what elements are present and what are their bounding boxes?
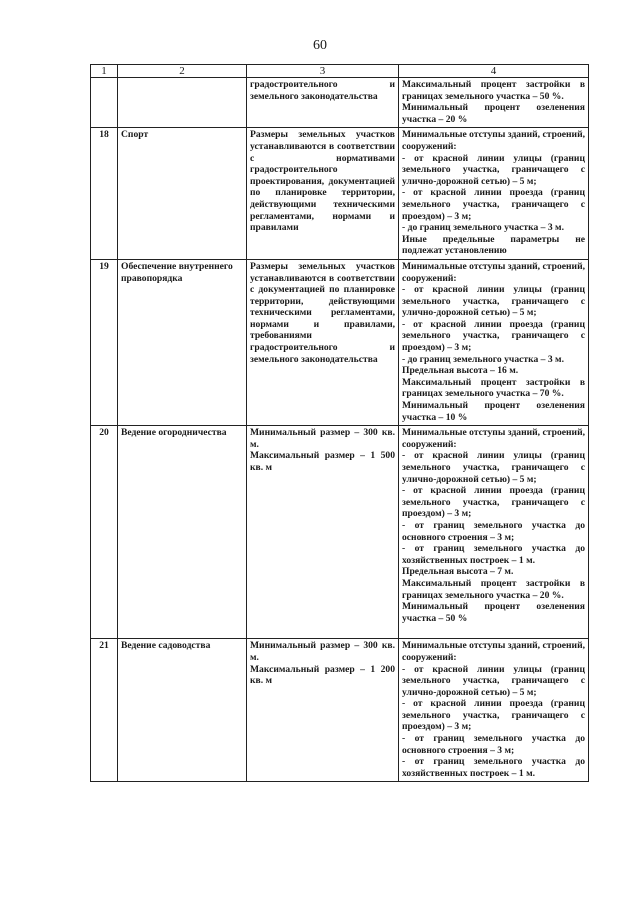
parameter-line: - от красной линии улицы (границ земельного участка, граничащего с улично-дорожной сетью) – 5 м; xyxy=(402,663,585,698)
cell-spacer xyxy=(402,624,585,636)
lot-size-cell: градостроительного и земельного законодательства xyxy=(247,78,399,128)
parameter-line: - от красной линии проезда (границ земельного участка, граничащего с проездом) – 3 м; xyxy=(402,187,585,222)
parameter-line: Минимальный процент озеленения участка – 20 % xyxy=(402,102,585,125)
parameters-cell xyxy=(399,639,589,782)
parameter-line: - от границ земельного участка до хозяйственных построек – 1 м. xyxy=(402,756,585,779)
parameters-cell xyxy=(399,128,589,260)
lot-size-cell: Размеры земельных участков устанавливаются в соответствии с нормативами градостроительного проектирования, документацией по планировке территории, действующими техническими регламентами, нормами и правилами xyxy=(247,128,399,260)
row-name: Ведение огородничества xyxy=(118,426,247,639)
page-number: 60 xyxy=(313,38,327,53)
row-name: Обеспечение внутреннего правопорядка xyxy=(118,259,247,425)
parameter-line: Предельная высота – 7 м. xyxy=(402,566,514,578)
row-number: 19 xyxy=(91,259,118,425)
table-row xyxy=(91,426,589,639)
row-number: 18 xyxy=(91,128,118,260)
parameters-cell xyxy=(399,426,589,639)
row-name: Ведение садоводства xyxy=(118,639,247,782)
parameter-line: - от границ земельного участка до основного строения – 3 м; xyxy=(402,519,585,543)
column-header: 2 xyxy=(118,65,247,78)
row-number: 21 xyxy=(91,639,118,782)
parameter-line: - до границ земельного участка – 3 м. xyxy=(402,353,564,365)
lot-size-line: Максимальный размер – 1 500 кв. м xyxy=(250,450,395,473)
parameter-line: - от красной линии улицы (границ земельного участка, граничащего с улично-дорожной сетью) – 5 м; xyxy=(402,284,585,319)
row-number xyxy=(91,78,118,128)
parameter-line: - от границ земельного участка до основного строения – 3 м; xyxy=(402,733,585,756)
lot-size-cell: Размеры земельных участков устанавливаются в соответствии с документацией по планировке территории, действующими техническими регламентами, нормами и правилами, требованиями градостроительного и земельного законодательства xyxy=(247,259,399,425)
parameters-cell xyxy=(399,78,589,128)
parameter-line: - от границ земельного участка до хозяйственных построек – 1 м. xyxy=(402,543,585,566)
parameter-line: Предельная высота – 16 м. xyxy=(402,365,519,377)
parameter-line: Минимальные отступы зданий, строений, сооружений: xyxy=(402,640,585,663)
regulations-table xyxy=(90,64,589,782)
parameter-line: - от красной линии улицы (границ земельного участка, граничащего с улично-дорожной сетью) – 5 м; xyxy=(402,152,585,187)
parameters-cell xyxy=(399,259,589,425)
parameter-line: - от красной линии проезда (границ земельного участка, граничащего с проездом) – 3 м; xyxy=(402,698,585,733)
lot-size-cell xyxy=(247,639,399,782)
table-header-row xyxy=(91,65,589,78)
lot-size-line: Максимальный размер – 1 200 кв. м xyxy=(250,663,395,687)
lot-size-line: Минимальный размер – 300 кв. м. xyxy=(250,640,395,663)
table-row xyxy=(91,259,589,425)
parameter-line: Максимальный процент застройки в границах земельного участка – 50 %. xyxy=(402,79,585,102)
parameter-line: Минимальные отступы зданий, строений, сооружений: xyxy=(402,427,585,450)
parameter-line: Максимальный процент застройки в границах земельного участка – 70 %. xyxy=(402,376,585,400)
parameter-line: Минимальный процент озеленения участка – 50 % xyxy=(402,601,585,624)
parameter-line: Максимальный процент застройки в границах земельного участка – 20 %. xyxy=(402,577,585,601)
table-row xyxy=(91,128,589,260)
table-row xyxy=(91,639,589,782)
column-header: 1 xyxy=(91,65,118,78)
column-header: 4 xyxy=(399,65,589,78)
parameter-line: Минимальные отступы зданий, строений, сооружений: xyxy=(402,260,585,284)
table-row xyxy=(91,78,589,128)
parameter-line: - до границ земельного участка – 3 м. xyxy=(402,222,564,234)
parameter-line: Иные предельные параметры не подлежат установлению xyxy=(402,233,585,257)
parameter-line: - от красной линии проезда (границ земельного участка, граничащего с проездом) – 3 м; xyxy=(402,318,585,354)
parameter-line: - от красной линии проезда (границ земельного участка, граничащего с проездом) – 3 м; xyxy=(402,485,585,520)
parameter-line: Минимальные отступы зданий, строений, сооружений: xyxy=(402,129,585,152)
lot-size-cell xyxy=(247,426,399,639)
row-name xyxy=(118,78,247,128)
column-header: 3 xyxy=(247,65,399,78)
parameter-line: - от красной линии улицы (границ земельного участка, граничащего с улично-дорожной сетью) – 5 м; xyxy=(402,450,585,485)
row-number: 20 xyxy=(91,426,118,639)
lot-size-line: Минимальный размер – 300 кв. м. xyxy=(250,427,395,450)
row-name: Спорт xyxy=(118,128,247,260)
parameter-line: Минимальный процент озеленения участка – 10 % xyxy=(402,400,585,423)
